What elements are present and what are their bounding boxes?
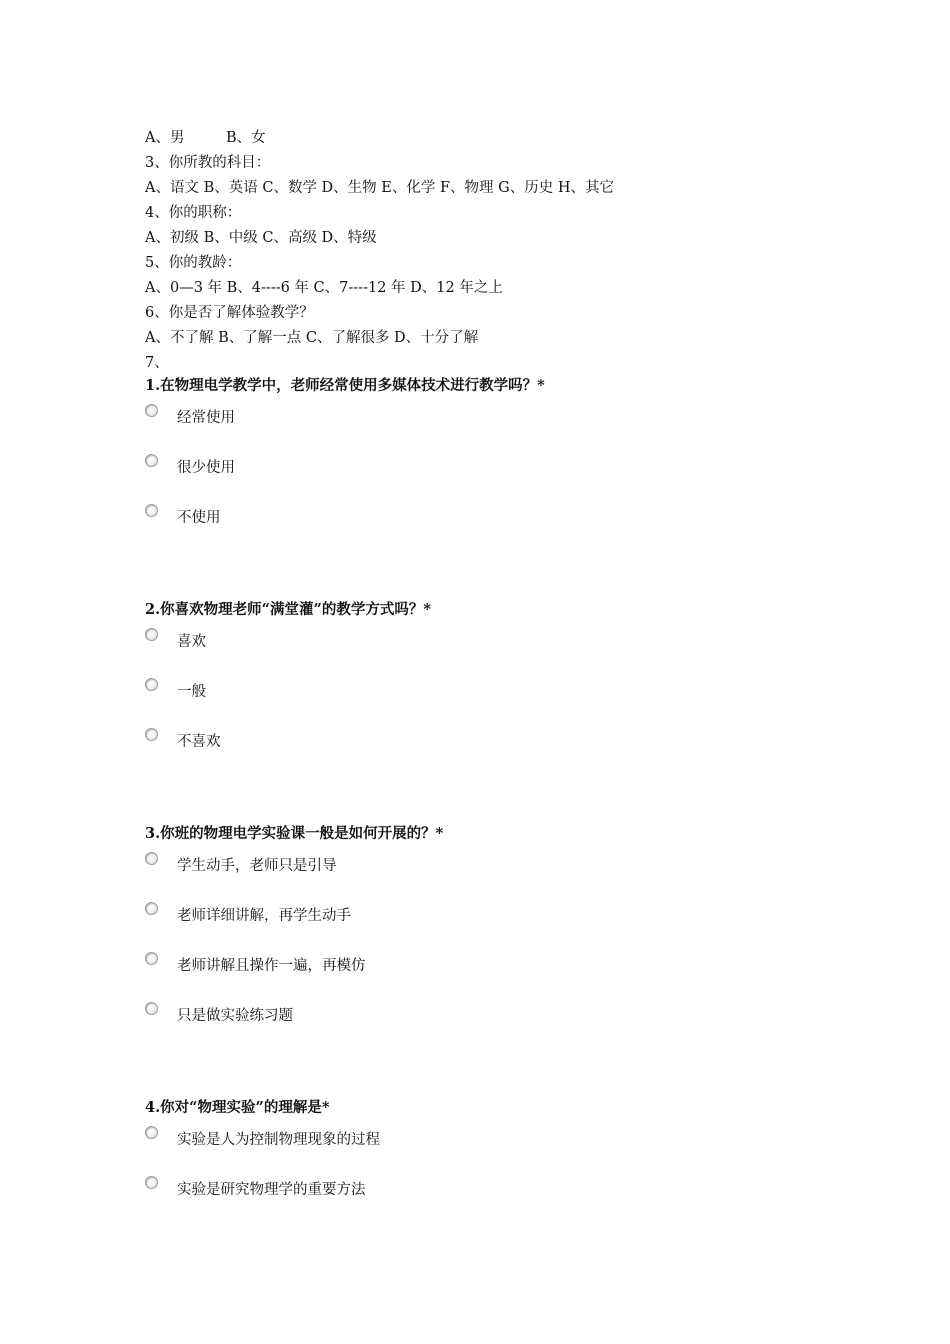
question-3-option-4[interactable] <box>145 1002 745 1026</box>
question-3-option-2[interactable] <box>145 902 745 926</box>
option-label: 一般 <box>177 684 206 700</box>
radio-button[interactable] <box>145 678 158 691</box>
intro-line: A、0—3 年 B、4----6 年 C、7----12 年 D、12 年之上 <box>145 280 503 296</box>
intro-line: 5、你的教龄： <box>145 255 242 271</box>
option-label: 只是做实验练习题 <box>177 1008 293 1024</box>
option-label: 喜欢 <box>177 634 206 650</box>
radio-button[interactable] <box>145 1176 158 1189</box>
question-3-option-3[interactable] <box>145 952 745 976</box>
question-4-option-1[interactable] <box>145 1126 745 1150</box>
option-label: 实验是人为控制物理现象的过程 <box>177 1132 380 1148</box>
radio-button[interactable] <box>145 1002 158 1015</box>
option-label: 实验是研究物理学的重要方法 <box>177 1182 366 1198</box>
intro-line: A、不了解 B、了解一点 C、了解很多 D、十分了解 <box>145 330 479 346</box>
option-label: 很少使用 <box>177 460 235 476</box>
radio-button[interactable] <box>145 852 158 865</box>
radio-button[interactable] <box>145 504 158 517</box>
question-2-title: 2.你喜欢物理老师“满堂灌”的教学方式吗？* <box>145 601 431 618</box>
intro-line: A、初级 B、中级 C、高级 D、特级 <box>145 230 377 246</box>
radio-button[interactable] <box>145 628 158 641</box>
question-2-option-3[interactable] <box>145 728 745 752</box>
question-2-option-1[interactable] <box>145 628 745 652</box>
radio-button[interactable] <box>145 454 158 467</box>
radio-button[interactable] <box>145 728 158 741</box>
intro-line: 4、你的职称： <box>145 205 242 221</box>
question-4-title: 4.你对“物理实验”的理解是* <box>145 1099 330 1116</box>
question-1-option-3[interactable] <box>145 504 745 528</box>
intro-line: 6、你是否了解体验教学？ <box>145 305 314 321</box>
intro-line: 7、 <box>145 355 169 371</box>
option-label: 老师详细讲解，再学生动手 <box>177 908 351 924</box>
intro-line: A、男 B、女 <box>145 130 266 146</box>
intro-section <box>145 126 905 376</box>
question-1-option-1[interactable] <box>145 404 745 428</box>
question-1-option-2[interactable] <box>145 454 745 478</box>
question-2-option-2[interactable] <box>145 678 745 702</box>
option-label: 不喜欢 <box>177 734 221 750</box>
radio-button[interactable] <box>145 902 158 915</box>
intro-line: 3、你所教的科目： <box>145 155 271 171</box>
question-3-option-1[interactable] <box>145 852 745 876</box>
radio-button[interactable] <box>145 952 158 965</box>
option-label: 学生动手，老师只是引导 <box>177 858 337 874</box>
intro-line: A、语文 B、英语 C、数学 D、生物 E、化学 F、物理 G、历史 H、其它 <box>145 180 614 196</box>
question-4-option-2[interactable] <box>145 1176 745 1200</box>
option-label: 经常使用 <box>177 410 235 426</box>
option-label: 老师讲解且操作一遍，再模仿 <box>177 958 366 974</box>
radio-button[interactable] <box>145 1126 158 1139</box>
radio-button[interactable] <box>145 404 158 417</box>
question-1-title: 1.在物理电学教学中，老师经常使用多媒体技术进行教学吗？* <box>145 377 545 394</box>
option-label: 不使用 <box>177 510 221 526</box>
question-3-title: 3.你班的物理电学实验课一般是如何开展的？* <box>145 825 444 842</box>
